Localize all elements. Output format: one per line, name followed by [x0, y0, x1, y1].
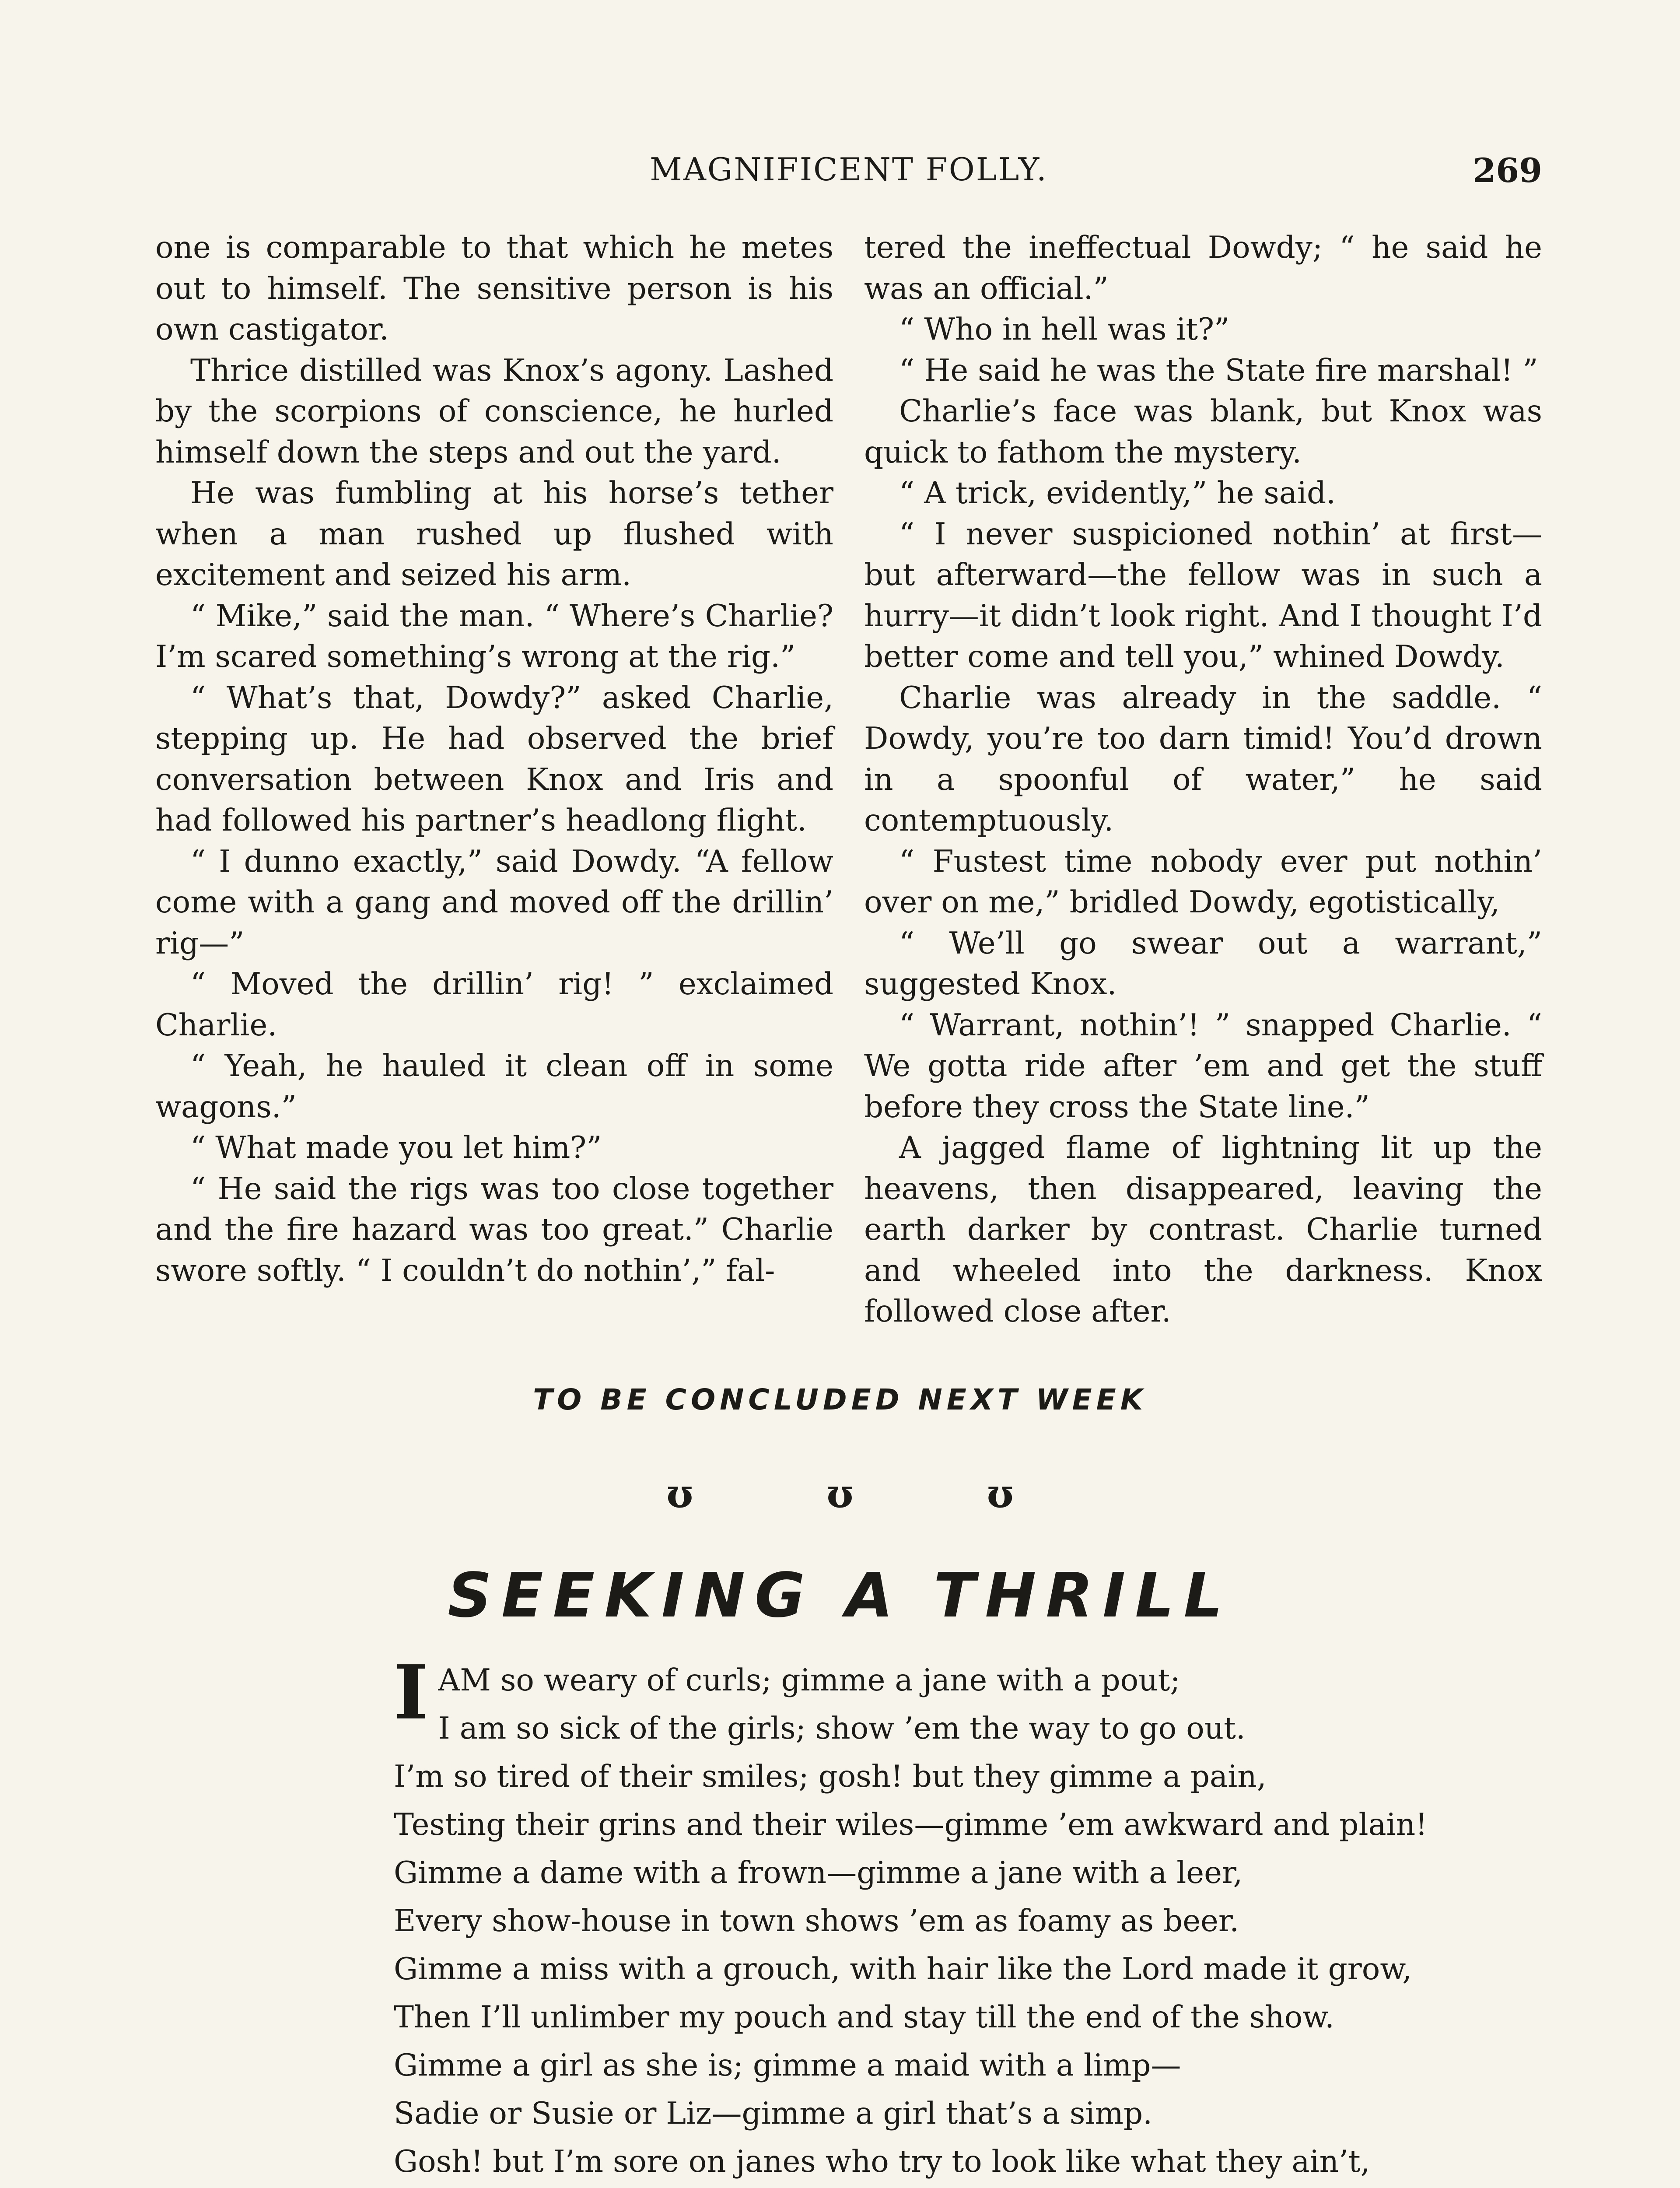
page-number: 269 — [1473, 151, 1542, 190]
poem-text: Gimme a miss with a grouch, with hair like the Lord made it grow, — [394, 1952, 1412, 1987]
paragraph: “ Who in hell was it?” — [899, 312, 1230, 347]
paragraph: one is comparable to that which he metes out to himself. The sensitive person is his own castigator. — [155, 230, 833, 347]
poem-text: I am so sick of the girls; show ’em the way to go out. — [438, 1711, 1246, 1746]
story-column-left — [155, 228, 833, 1291]
poem-line — [394, 2090, 1531, 2138]
story-column-right — [864, 228, 1542, 1332]
poem-text: Gimme a dame with a frown—gimme a jane with a leer, — [394, 1855, 1243, 1890]
paragraph: He was fumbling at his horse’s tether when a man rushed up flushed with excitement and seized his arm. — [155, 476, 833, 593]
poem-line — [394, 1945, 1531, 1993]
poem-line — [394, 2186, 1531, 2188]
continued-notice: TO BE CONCLUDED NEXT WEEK — [533, 1383, 1147, 1417]
paragraph: “ A trick, evidently,” he said. — [899, 476, 1336, 511]
poem-body — [394, 1656, 1531, 2188]
poem-opening — [394, 1656, 1531, 1753]
poem-line — [394, 2138, 1531, 2186]
section-divider — [0, 1470, 1680, 1517]
paragraph: “ We’ll go swear out a warrant,” suggested Knox. — [864, 926, 1542, 1002]
paragraph: “ He said he was the State fire marshal! ” — [899, 353, 1538, 388]
page-header — [155, 151, 1542, 199]
poem-text: Gimme a girl as she is; gimme a maid with a limp— — [394, 2048, 1181, 2083]
poem-line — [394, 1801, 1531, 1849]
paragraph: “ What made you let him?” — [190, 1130, 602, 1165]
paragraph: Thrice distilled was Knox’s agony. Lashed by the scorpions of conscience, he hurled himself down the steps and out the yard. — [155, 353, 833, 470]
paragraph: “ He said the rigs was too close together and the fire hazard was too great.” Charlie swore softly. “ I couldn’t do nothin’,” fal- — [155, 1171, 833, 1288]
paragraph: Charlie’s face was blank, but Knox was quick to fathom the mystery. — [864, 394, 1542, 470]
paragraph: “ Moved the drillin’ rig! ” exclaimed Charlie. — [155, 967, 833, 1043]
poem-text: Every show-house in town shows ’em as foamy as beer. — [394, 1904, 1239, 1939]
poem-line — [394, 1704, 1531, 1753]
poem-text: Testing their grins and their wiles—gimme ’em awkward and plain! — [394, 1807, 1428, 1842]
paragraph: A jagged flame of lightning lit up the heavens, then disappeared, leaving the earth darker by contrast. Charlie turned and wheeled into the darkness. Knox followed close after. — [864, 1130, 1542, 1329]
paragraph: “ Warrant, nothin’! ” snapped Charlie. “ We gotta ride after ’em and get the stuff before they cross the State line.” — [864, 1007, 1542, 1125]
poem-line — [394, 1993, 1531, 2041]
ornament-glyph: ʊ — [666, 1470, 693, 1517]
paragraph: “ Yeah, he hauled it clean off in some wagons.” — [155, 1048, 833, 1125]
poem-line — [394, 1897, 1531, 1945]
paragraph: “ What’s that, Dowdy?” asked Charlie, stepping up. He had observed the brief conversation between Knox and Iris and had followed his partner’s headlong flight. — [155, 680, 833, 838]
poem-text: Sadie or Susie or Liz—gimme a girl that’s a simp. — [394, 2096, 1153, 2131]
paragraph: “ Fustest time nobody ever put nothin’ over on me,” bridled Dowdy, egotistically, — [864, 844, 1542, 920]
paragraph: “ I never suspicioned nothin’ at first— but afterward—the fellow was in such a hurry—it didn’t look right. And I thought I’d better come and tell you,” whined Dowdy. — [864, 516, 1542, 674]
ornament-glyph: ʊ — [826, 1470, 854, 1517]
poem-line: AM so weary of curls; gimme a jane with a pout; — [438, 1663, 1180, 1698]
poem-text: I’m so tired of their smiles; gosh! but they gimme a pain, — [394, 1759, 1267, 1794]
paragraph: “ I dunno exactly,” said Dowdy. “A fellow come with a gang and moved off the drillin’ rig—” — [155, 844, 833, 961]
poem-lines — [394, 1753, 1531, 2188]
poem-title: SEEKING A THRILL — [448, 1560, 1232, 1631]
drop-cap: I — [394, 1656, 429, 1736]
poem-line — [394, 2041, 1531, 2090]
poem-line — [394, 1849, 1531, 1897]
poem-text: Gosh! but I’m sore on janes who try to look like what they ain’t, — [394, 2144, 1370, 2179]
ornament-glyph: ʊ — [987, 1470, 1014, 1517]
paragraph: Charlie was already in the saddle. “ Dowdy, you’re too darn timid! You’d drown in a spoonful of water,” he said contemptuously. — [864, 680, 1542, 838]
poem-line — [394, 1753, 1531, 1801]
running-head: MAGNIFICENT FOLLY. — [650, 151, 1048, 188]
paragraph: tered the ineffectual Dowdy; “ he said he was an official.” — [864, 230, 1542, 306]
story-columns — [155, 228, 1542, 1383]
paragraph: “ Mike,” said the man. “ Where’s Charlie? I’m scared something’s wrong at the rig.” — [155, 598, 833, 674]
poem-text: Then I’ll unlimber my pouch and stay till the end of the show. — [394, 2000, 1334, 2035]
